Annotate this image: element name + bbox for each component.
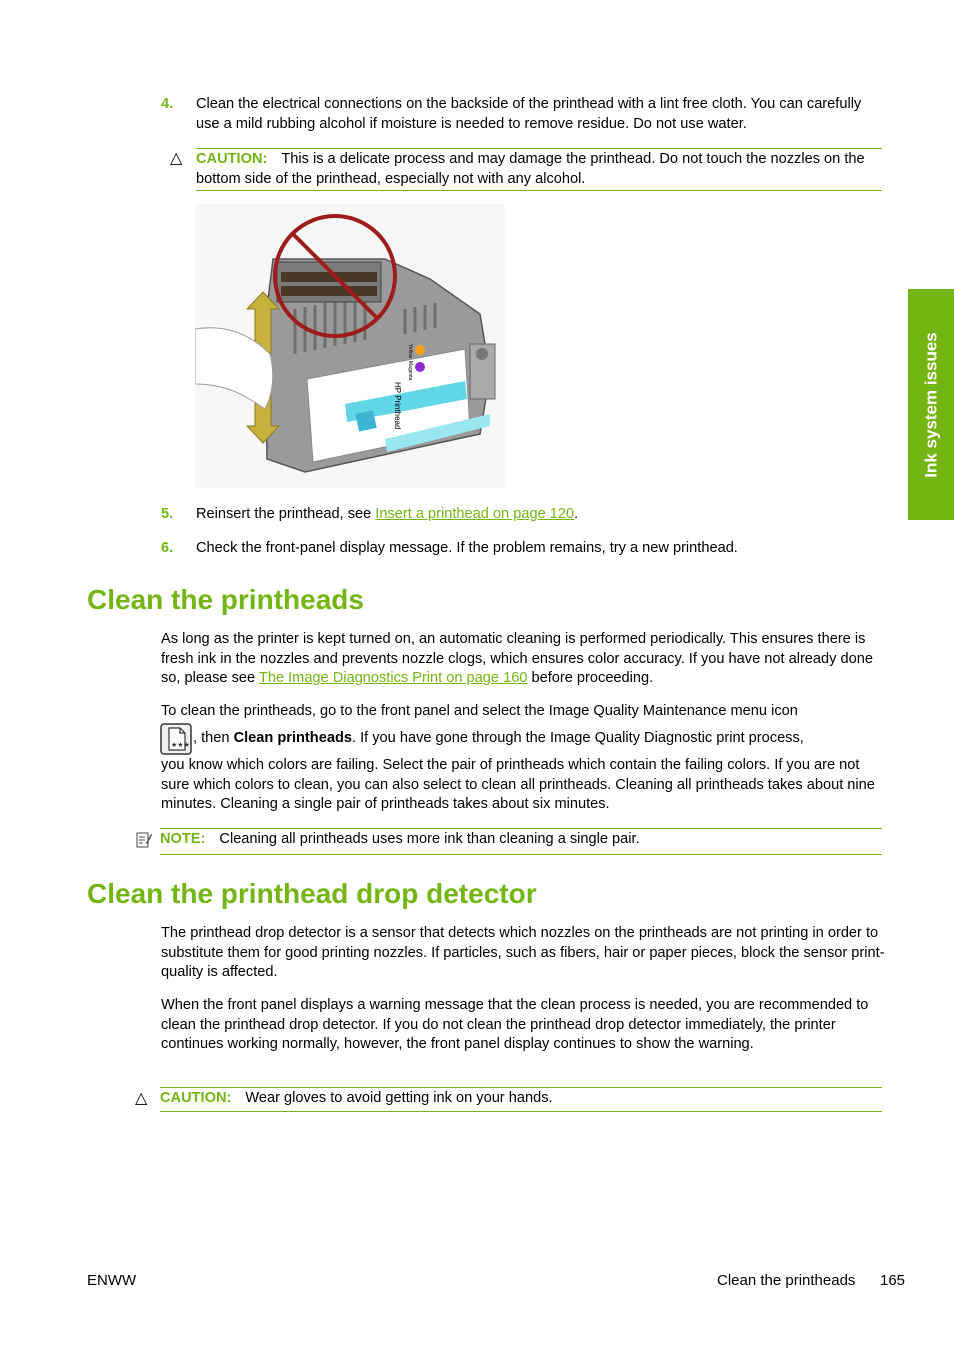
magenta-label-text: Magenta <box>407 361 413 381</box>
footer-left: ENWW <box>87 1272 137 1289</box>
note-text: Cleaning all printheads uses more ink than cleaning a single pair. <box>219 831 640 847</box>
then-text: , then <box>193 730 234 746</box>
caution-text: Wear gloves to avoid getting ink on your hands. <box>245 1090 553 1106</box>
chapter-side-tab <box>908 289 954 520</box>
section1-paragraph-2-line1: To clean the printheads, go to the front panel and select the Image Quality Maintenance menu icon <box>161 703 798 719</box>
note-label: NOTE: <box>160 831 206 847</box>
section2-paragraph-2: When the front panel displays a warning message that the clean process is needed, you are recommended to clean the printhead drop detector. If you do not clean the printhead drop detector immediately, the printer continues working normally, however, the front panel display continues to show the warning. <box>161 997 869 1052</box>
section-title-clean-printheads: Clean the printheads <box>87 584 364 615</box>
caution-label: CAUTION: <box>196 151 268 167</box>
section1-p1-pre: As long as the printer is kept turned on, an automatic cleaning is performed periodically. This ensures there is fresh ink in the nozzles and prevents nozzle clogs, which ensures color accuracy. If you have not already done so, please see <box>161 631 873 686</box>
caution-label: CAUTION: <box>160 1090 232 1106</box>
section1-paragraph-2-rest: you know which colors are failing. Select the pair of printheads which contain the failing colors. If you are not sure which colors to clean, you can also select to clean all printheads. Cleaning all printheads takes about nine minutes. Cleaning a single pair of printheads takes about six minutes. <box>161 757 875 812</box>
printhead-cleaning-figure <box>195 204 505 488</box>
note-pencil-icon <box>136 831 152 849</box>
step-5-number: 5. <box>161 506 174 522</box>
section1-paragraph-2-line2 <box>193 729 893 749</box>
caution-callout-2 <box>160 1087 882 1112</box>
step-6-text: Check the front-panel display message. If the problem remains, try a new printhead. <box>196 540 738 556</box>
caution-triangle-icon: △ <box>135 1090 148 1107</box>
svg-text:★★★: ★★★ <box>171 742 190 749</box>
step-4-number: 4. <box>161 96 174 112</box>
note-callout <box>160 828 882 855</box>
step-6-number: 6. <box>161 540 174 556</box>
printhead-label-text: HP Printhead <box>393 382 402 430</box>
step-5-post: . <box>574 506 579 522</box>
footer-running-title: Clean the printheads <box>717 1272 856 1289</box>
caution-text: This is a delicate process and may damage the printhead. Do not touch the nozzles on the bottom side of the printhead, especially not with any alcohol. <box>196 151 865 187</box>
image-diagnostics-link[interactable]: The Image Diagnostics Print on page 160 <box>258 670 528 686</box>
section-title-clean-drop-detector: Clean the printhead drop detector <box>87 878 537 909</box>
yellow-label-text: Yellow <box>407 344 413 359</box>
step-4-text: Clean the electrical connections on the backside of the printhead with a lint free cloth. You can carefully use a mild rubbing alcohol if moisture is needed to remove residue. Do not use water. <box>196 96 862 132</box>
caution-triangle-icon: △ <box>170 150 183 167</box>
section2-paragraph-1: The printhead drop detector is a sensor that detects which nozzles on the printheads are not printing in order to substitute them for good printing nozzles. If particles, such as fibers, hair or paper pieces, block the sensor print-quality is affected. <box>161 925 885 980</box>
caution-callout-1 <box>196 148 882 191</box>
chapter-side-tab-label: Ink system issues <box>921 331 941 478</box>
insert-printhead-link[interactable]: Insert a printhead on page 120 <box>375 506 575 522</box>
step-5-pre: Reinsert the printhead, see <box>196 506 376 522</box>
page-number: 165 <box>880 1272 906 1289</box>
section1-p2-after: . If you have gone through the Image Quality Diagnostic print process, <box>351 730 804 746</box>
step-5-text <box>196 505 886 525</box>
section1-p1-post: before proceeding. <box>527 670 654 686</box>
clean-printheads-menu-item: Clean printheads <box>233 730 352 746</box>
image-quality-maintenance-icon <box>160 723 192 755</box>
printhead-illustration <box>195 204 505 488</box>
section1-paragraph-1 <box>161 630 886 689</box>
